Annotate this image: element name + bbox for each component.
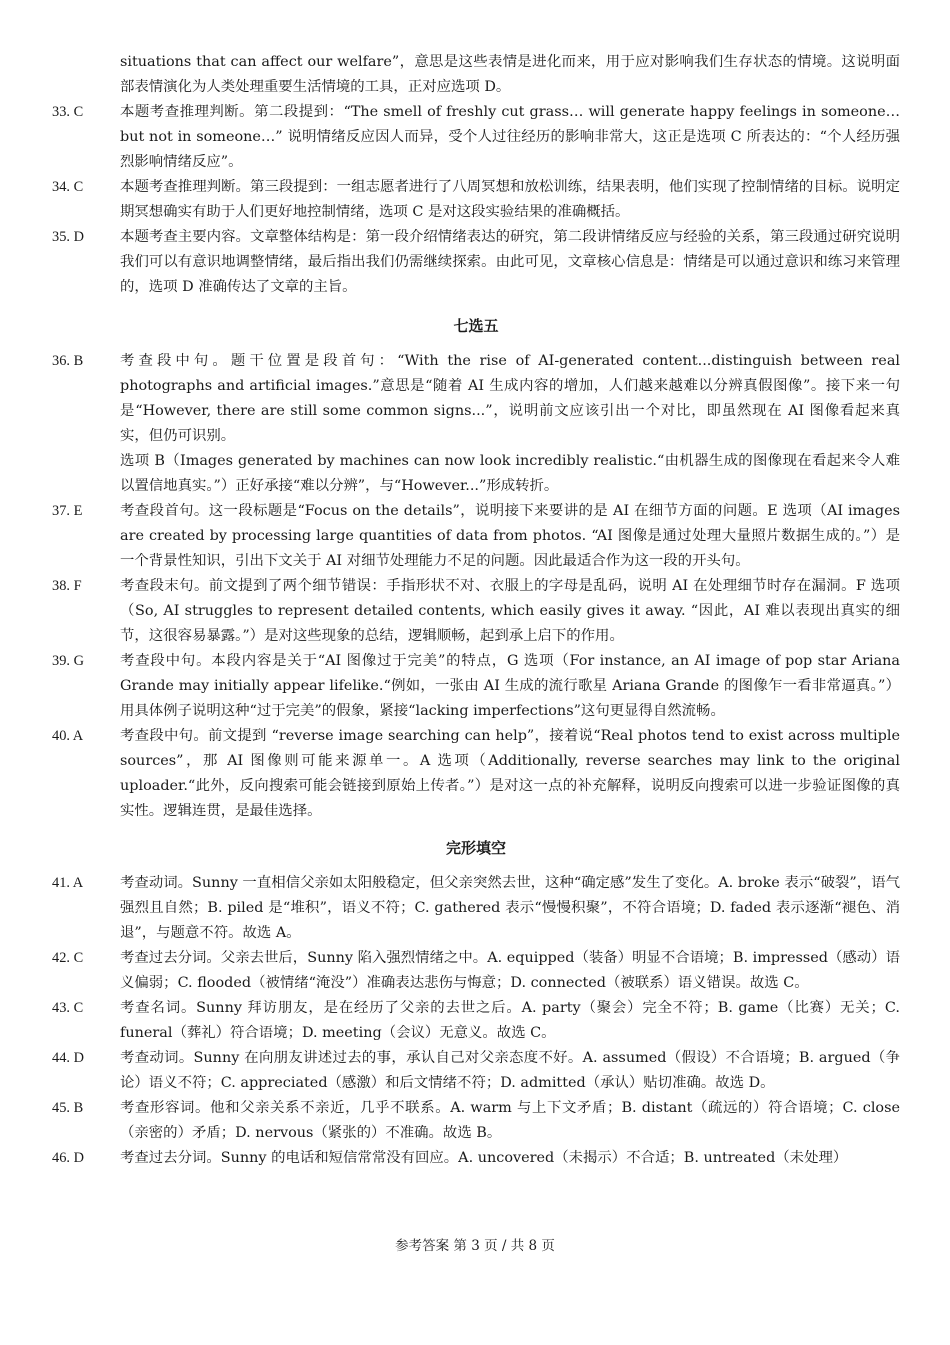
answer-number: 46. D bbox=[52, 1150, 84, 1166]
answer-explanation: 本题考查主要内容。文章整体结构是：第一段介绍情绪表达的研究，第二段讲情绪反应与经验的关系，第三段通过研究说明我们可以有意识地调整情绪，最后指出我们仍需继续探索。由此可见，文章核心信息是：情绪是可以通过意识和练习来管理的，选项 D 准确传达了文章的主旨。 bbox=[120, 229, 900, 295]
answer-item bbox=[52, 499, 900, 574]
explanation-paragraph: 考查段中句。题干位置是段首句：“With the rise of AI-generated content...distinguish between real photographs and artificial images.”意思是“随着 AI 生成内容的增加，人们越来越难以分辨真假图像”。接下来一句是“However, there are still some common signs...”，说明前文应该引出一个对比，即虽然现在 AI 图像看起来真实，但仍可识别。 bbox=[120, 353, 900, 444]
section-title-wanxing: 完形填空 bbox=[445, 839, 506, 857]
answer-number: 43. C bbox=[52, 1000, 84, 1016]
answer-explanation bbox=[120, 649, 900, 724]
answer-item bbox=[52, 349, 900, 499]
answer-number: 45. B bbox=[52, 1100, 84, 1116]
answer-number: 33. C bbox=[52, 104, 84, 120]
answer-number: 34. C bbox=[52, 179, 84, 195]
explanation-paragraph: 考查段中句。本段内容是关于“AI 图像过于完美”的特点，G 选项（For instance, an AI image of pop star Ariana Grande may initially appear lifelike.“例如，一张由 AI 生成的流行歌星 Ariana Grande 的图像乍一看非常逼真。”）用具体例子说明这种“过于完美”的假象，紧接“lacking imperfections”这句更显得自然流畅。 bbox=[120, 653, 900, 719]
answer-explanation: 本题考查推理判断。第三段提到：一组志愿者进行了八周冥想和放松训练，结果表明，他们实现了控制情绪的目标。说明定期冥想确实有助于人们更好地控制情绪，选项 C 是对这段实验结果的准确概括。 bbox=[120, 179, 900, 220]
answer-number: 42. C bbox=[52, 950, 84, 966]
answer-number: 40. A bbox=[52, 728, 84, 744]
answer-item bbox=[52, 100, 900, 175]
answer-explanation bbox=[120, 724, 900, 824]
answer-number: 35. D bbox=[52, 229, 84, 245]
explanation-paragraph: 选项 B（Images generated by machines can now look incredibly realistic.“由机器生成的图像现在看起来令人难以置信地真实。”）正好承接“难以分辨”，与“However...”形成转折。 bbox=[120, 453, 900, 494]
qixuanwu-answers bbox=[52, 349, 900, 824]
wanxing-answers bbox=[52, 871, 900, 1171]
answer-item bbox=[52, 225, 900, 300]
answer-explanation bbox=[120, 349, 900, 499]
answer-item bbox=[52, 996, 900, 1046]
answer-explanation: 本题考查推理判断。第二段提到：“The smell of freshly cut grass… will generate happy feelings in someone… but not in someone…” 说明情绪反应因人而异，受个人过往经历的影响非常大，这正是选项 C 所表达的：“个人经历强烈影响情绪反应”。 bbox=[120, 104, 900, 170]
answer-number: 36. B bbox=[52, 353, 84, 369]
answer-explanation bbox=[120, 499, 900, 574]
section-title-qixuanwu: 七选五 bbox=[453, 317, 499, 335]
answer-number: 37. E bbox=[52, 503, 83, 519]
answer-item bbox=[52, 175, 900, 225]
reading-answers bbox=[52, 100, 900, 300]
answer-item bbox=[52, 1096, 900, 1146]
intro-continuation: situations that can affect our welfare”，意思是这些表情是进化而来，用于应对影响我们生存状态的情境。这说明面部表情演化为人类处理重要生活情境的工具，正对应选项 D。 bbox=[120, 54, 900, 95]
answer-explanation bbox=[120, 574, 900, 649]
answer-explanation: 考查动词。Sunny 一直相信父亲如太阳般稳定，但父亲突然去世，这种“确定感”发生了变化。A. broke 表示“破裂”，语气强烈且自然；B. piled 是“堆积”，语义不符；C. gathered 表示“慢慢积聚”，不符合语境；D. faded 表示逐渐“褪色、消退”，与题意不符。故选 A。 bbox=[120, 875, 900, 941]
explanation-paragraph: 考查段首句。这一段标题是“Focus on the details”，说明接下来要讲的是 AI 在细节方面的问题。E 选项（AI images are created by processing large quantities of data from photos. “AI 图像是通过处理大量照片数据生成的。”）是一个背景性知识，引出下文关于 AI 对细节处理能力不足的问题。因此最适合作为这一段的开头句。 bbox=[120, 503, 900, 569]
explanation-paragraph: 考查段中句。前文提到 “reverse image searching can help”，接着说“Real photos tend to exist across multiple sources”，那 AI 图像则可能来源单一。A 选项（Additionally, reverse searches may link to the original uploader.“此外，反向搜索可能会链接到原始上传者。”）是对这一点的补充解释，说明反向搜索可以进一步验证图像的真实性。逻辑连贯，是最佳选择。 bbox=[120, 728, 900, 819]
answer-explanation: 考查过去分词。Sunny 的电话和短信常常没有回应。A. uncovered（未揭示）不合适；B. untreated（未处理） bbox=[120, 1150, 848, 1166]
answer-number: 39. G bbox=[52, 653, 84, 669]
answer-number: 41. A bbox=[52, 875, 84, 891]
answer-item bbox=[52, 1146, 900, 1171]
answer-explanation: 考查动词。Sunny 在向朋友讲述过去的事，承认自己对父亲态度不好。A. assumed（假设）不合语境；B. argued（争论）语义不符；C. appreciated（感激）和后文情绪不符；D. admitted（承认）贴切准确。故选 D。 bbox=[120, 1050, 900, 1091]
answer-item bbox=[52, 1046, 900, 1096]
answer-explanation: 考查过去分词。父亲去世后，Sunny 陷入强烈情绪之中。A. equipped（装备）明显不合语境；B. impressed（感动）语义偏弱；C. flooded（被情绪“淹没”）准确表达悲伤与悔意；D. connected（被联系）语义错误。故选 C。 bbox=[120, 950, 900, 991]
answer-item bbox=[52, 574, 900, 649]
explanation-paragraph: 考查段末句。前文提到了两个细节错误：手指形状不对、衣服上的字母是乱码，说明 AI 在处理细节时存在漏洞。F 选项（So, AI struggles to represent detailed contents, which easily gives it away. “因此，AI 难以表现出真实的细节，这很容易暴露。”）是对这些现象的总结，逻辑顺畅，起到承上启下的作用。 bbox=[120, 578, 900, 644]
answer-explanation: 考查名词。Sunny 拜访朋友，是在经历了父亲的去世之后。A. party（聚会）完全不符；B. game（比赛）无关；C. funeral（葬礼）符合语境；D. meeting（会议）无意义。故选 C。 bbox=[120, 1000, 900, 1041]
answer-item bbox=[52, 871, 900, 946]
page-footer: 参考答案 第 3 页 / 共 8 页 bbox=[395, 1238, 555, 1254]
answer-item bbox=[52, 724, 900, 824]
answer-explanation: 考查形容词。他和父亲关系不亲近，几乎不联系。A. warm 与上下文矛盾；B. distant（疏远的）符合语境；C. close（亲密的）矛盾；D. nervous（紧张的）不准确。故选 B。 bbox=[120, 1100, 900, 1141]
answer-item bbox=[52, 946, 900, 996]
answer-number: 44. D bbox=[52, 1050, 84, 1066]
answer-number: 38. F bbox=[52, 578, 82, 594]
answer-page bbox=[52, 50, 900, 1171]
answer-item bbox=[52, 649, 900, 724]
